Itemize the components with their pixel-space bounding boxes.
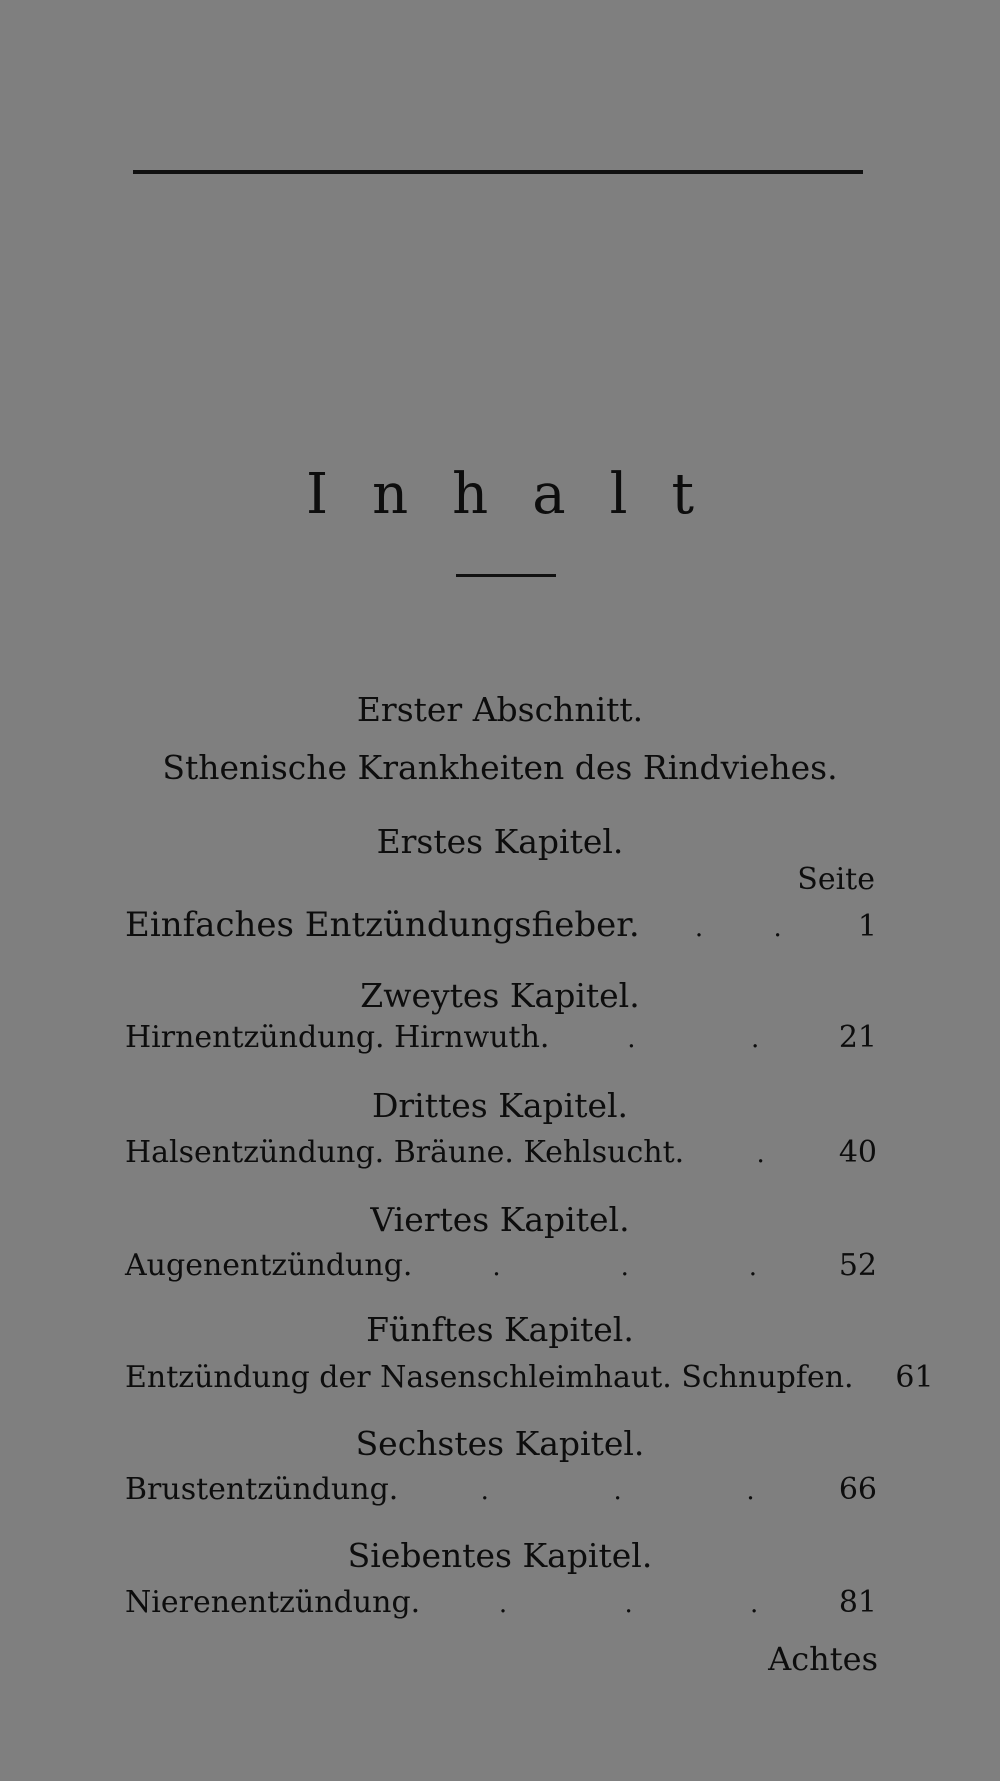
toc-entry-4[interactable] — [125, 1248, 877, 1283]
toc-entry-page: 21 — [838, 1020, 877, 1055]
toc-entry-page: 52 — [838, 1248, 877, 1283]
toc-entry-text: Augenentzündung. — [125, 1248, 413, 1283]
top-rule — [133, 170, 863, 174]
catchword: Achtes — [768, 1640, 878, 1678]
leader-dots: . . — [694, 913, 782, 943]
toc-entry-5[interactable] — [125, 1360, 934, 1395]
toc-entry-page: 40 — [838, 1135, 877, 1170]
leader-dots: . . — [627, 1024, 760, 1054]
leader-dots: . — [756, 1139, 765, 1169]
toc-entry-page: 81 — [838, 1585, 877, 1620]
chapter-heading-2: Zweytes Kapitel. — [360, 976, 640, 1015]
chapter-heading-3: Drittes Kapitel. — [371, 1086, 629, 1125]
toc-entry-text: Brustentzündung. — [125, 1472, 399, 1507]
toc-entry-text: Hirnentzündung. Hirnwuth. — [125, 1020, 550, 1055]
toc-entry-6[interactable] — [125, 1472, 877, 1507]
toc-entry-2[interactable] — [125, 1020, 877, 1055]
chapter-heading-1: Erstes Kapitel. — [376, 822, 624, 861]
leader-dots: . . . — [492, 1252, 758, 1282]
chapter-heading-7: Siebentes Kapitel. — [347, 1536, 653, 1575]
page-column-label: Seite — [797, 862, 875, 897]
toc-entry-text: Entzündung der Nasenschleimhaut. Schnupfen. — [125, 1360, 854, 1395]
toc-entry-text: Halsentzündung. Bräune. Kehlsucht. — [125, 1135, 685, 1170]
section-subheading: Sthenische Krankheiten des Rindviehes. — [162, 748, 838, 787]
chapter-heading-6: Sechstes Kapitel. — [355, 1424, 645, 1463]
leader-dots: . . . — [480, 1476, 755, 1506]
page-title: Inhalt — [305, 462, 739, 527]
chapter-heading-5: Fünftes Kapitel. — [366, 1310, 634, 1349]
title-rule — [456, 574, 556, 577]
toc-entry-page: 66 — [838, 1472, 877, 1507]
leader-dots: . . . — [498, 1589, 759, 1619]
toc-entry-page: 1 — [857, 909, 877, 944]
toc-entry-7[interactable] — [125, 1585, 877, 1620]
toc-entry-page: 61 — [895, 1360, 934, 1395]
chapter-heading-4: Viertes Kapitel. — [370, 1200, 630, 1239]
toc-entry-3[interactable] — [125, 1135, 877, 1170]
toc-entry-1[interactable] — [125, 905, 877, 945]
toc-entry-text: Einfaches Entzündungsfieber. — [125, 905, 640, 945]
toc-entry-text: Nierenentzündung. — [125, 1585, 421, 1620]
section-heading: Erster Abschnitt. — [356, 690, 644, 729]
